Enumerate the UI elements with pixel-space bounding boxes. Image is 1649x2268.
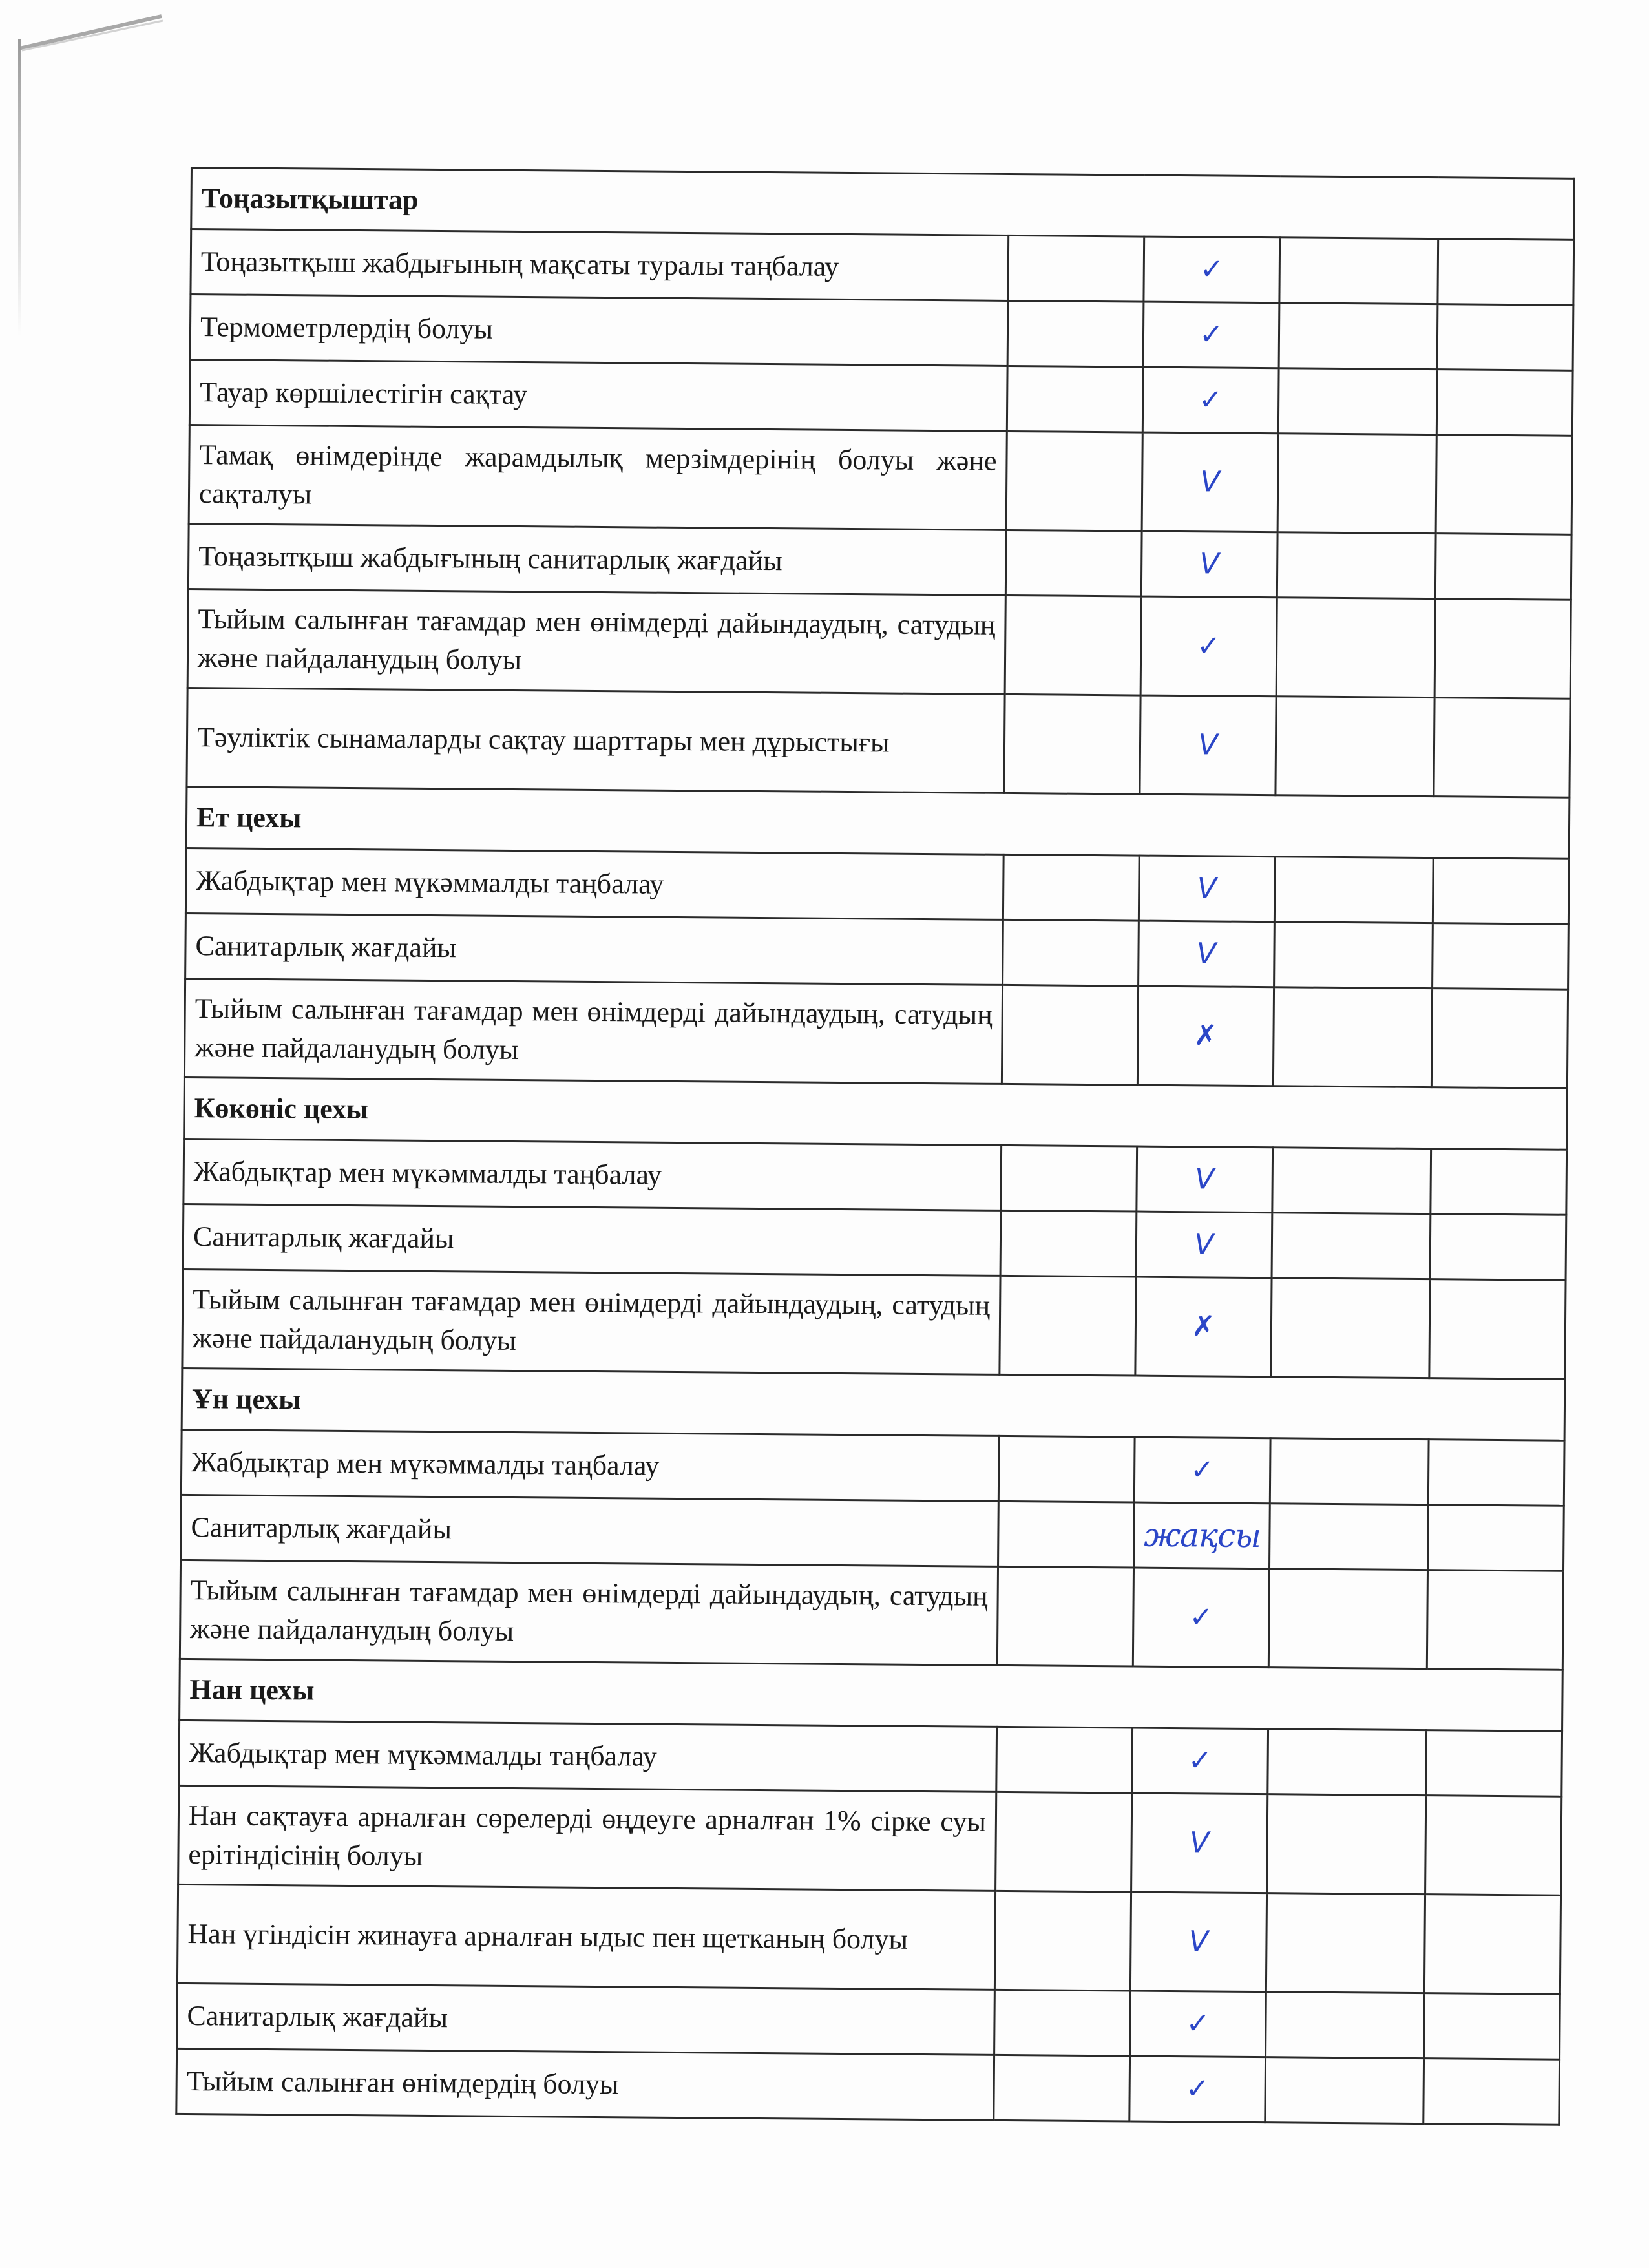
empty-cell <box>1271 1278 1430 1378</box>
handwritten-mark: V <box>1141 531 1277 598</box>
empty-cell <box>1427 1570 1563 1670</box>
table-row <box>189 425 1572 534</box>
scan-edge-mark <box>13 13 168 52</box>
section-title: Көкөніс цехы <box>184 1077 1568 1150</box>
empty-cell <box>998 1501 1135 1568</box>
scan-left-edge <box>18 39 21 336</box>
empty-cell <box>1000 1276 1136 1376</box>
empty-cell <box>1438 239 1574 306</box>
item-label: Тамақ өнімдерінде жарамдылық мерзімдерінің болуы және сақталуы <box>189 425 1007 530</box>
section-title: Ет цехы <box>186 786 1570 859</box>
section-title: Нан цехы <box>180 1659 1563 1731</box>
table-row <box>191 229 1574 306</box>
empty-cell <box>1276 697 1434 797</box>
empty-cell <box>1008 235 1144 302</box>
empty-cell <box>1276 598 1435 698</box>
table-row <box>176 2048 1560 2125</box>
empty-cell <box>1274 857 1433 923</box>
handwritten-mark: ✓ <box>1143 302 1279 368</box>
table-row <box>184 978 1568 1088</box>
table-row <box>181 1495 1564 1571</box>
empty-cell <box>1428 1505 1564 1571</box>
empty-cell <box>1436 435 1572 535</box>
table-row <box>177 1983 1560 2059</box>
item-label: Нан сақтауға арналған сөрелерді өңдеуге арналған 1% сірке суы ерітіндісінің болуы <box>178 1785 996 1891</box>
handwritten-mark: V <box>1140 695 1276 795</box>
empty-cell <box>998 1436 1135 1502</box>
handwritten-mark: V <box>1131 1793 1268 1893</box>
section-title: Тоңазытқыштар <box>191 168 1575 240</box>
handwritten-mark: V <box>1136 1212 1272 1278</box>
empty-cell <box>1001 1145 1137 1212</box>
section-header-row <box>191 168 1575 240</box>
empty-cell <box>1270 1504 1429 1570</box>
handwritten-mark: ✓ <box>1130 1991 1266 2057</box>
table-row <box>183 1204 1566 1280</box>
handwritten-mark: V <box>1142 432 1278 532</box>
empty-cell <box>996 1792 1132 1892</box>
item-label: Санитарлық жағдайы <box>181 1495 999 1566</box>
empty-cell <box>994 1891 1131 1991</box>
table-row <box>179 1720 1562 1796</box>
empty-cell <box>996 1727 1133 1793</box>
table-row <box>185 848 1569 924</box>
empty-cell <box>1267 1794 1426 1895</box>
section-header-row <box>180 1659 1563 1731</box>
empty-cell <box>1268 1569 1427 1669</box>
empty-cell <box>1004 694 1140 794</box>
section-title: Ұн цехы <box>182 1368 1565 1440</box>
empty-cell <box>1268 1729 1427 1796</box>
empty-cell <box>1003 854 1139 921</box>
empty-cell <box>1431 1149 1567 1215</box>
section-header-row <box>186 786 1570 859</box>
empty-cell <box>997 1566 1133 1666</box>
empty-cell <box>1278 368 1437 435</box>
table-row <box>187 589 1571 698</box>
empty-cell <box>1433 923 1569 990</box>
handwritten-mark: V <box>1137 1146 1273 1213</box>
empty-cell <box>1270 1438 1429 1505</box>
table-row <box>185 913 1569 989</box>
empty-cell <box>1272 1148 1431 1214</box>
item-label: Тыйым салынған тағамдар мен өнімдерді дайындаудың, сатудың және пайдаланудың болуы <box>180 1560 998 1665</box>
table-row <box>187 688 1570 797</box>
handwritten-mark: ✓ <box>1142 367 1279 434</box>
handwritten-mark: ✗ <box>1137 986 1274 1086</box>
empty-cell <box>1274 922 1433 989</box>
item-label: Нан үгіндісін жинауға арналған ыдыс пен щетканың болуы <box>177 1884 995 1990</box>
table-row <box>189 360 1573 436</box>
handwritten-mark: ✓ <box>1134 1437 1270 1504</box>
empty-cell <box>1265 2057 1424 2124</box>
empty-cell <box>1434 698 1570 798</box>
empty-cell <box>994 2055 1130 2121</box>
handwritten-mark: ✓ <box>1132 1728 1268 1794</box>
handwritten-mark: V <box>1139 856 1275 922</box>
item-label: Санитарлық жағдайы <box>177 1983 995 2055</box>
empty-cell <box>1428 1440 1564 1506</box>
empty-cell <box>1003 919 1139 986</box>
table-row <box>190 295 1573 371</box>
item-label: Тоңазытқыш жабдығының санитарлық жағдайы <box>188 523 1006 595</box>
item-label: Жабдықтар мен мүкәммалды таңбалау <box>184 1139 1002 1210</box>
section-header-row <box>184 1077 1568 1150</box>
table-row <box>177 1884 1560 1994</box>
empty-cell <box>1005 595 1141 695</box>
handwritten-mark: V <box>1130 1892 1266 1992</box>
item-label: Термометрлердің болуы <box>190 295 1008 366</box>
item-label: Тыйым салынған тағамдар мен өнімдерді дайындаудың, сатудың және пайдаланудың болуы <box>182 1269 1000 1374</box>
empty-cell <box>1273 987 1432 1087</box>
empty-cell <box>1005 530 1142 596</box>
document-page <box>175 167 1573 2126</box>
handwritten-mark: ✓ <box>1140 596 1277 697</box>
item-label: Тыйым салынған тағамдар мен өнімдерді дайындаудың, сатудың және пайдаланудың болуы <box>184 978 1002 1084</box>
empty-cell <box>1277 434 1436 534</box>
item-label: Тыйым салынған тағамдар мен өнімдерді дайындаудың, сатудың және пайдаланудың болуы <box>187 589 1005 694</box>
handwritten-mark: ✓ <box>1129 2056 1266 2123</box>
item-label: Санитарлық жағдайы <box>185 913 1003 985</box>
empty-cell <box>1434 599 1571 699</box>
empty-cell <box>1433 858 1569 925</box>
item-label: Тауар көршілестігін сақтау <box>189 360 1007 432</box>
empty-cell <box>1430 1214 1566 1281</box>
empty-cell <box>1002 985 1138 1085</box>
inspection-checklist-table <box>175 167 1575 2126</box>
table-row <box>188 523 1571 600</box>
empty-cell <box>1272 1213 1431 1279</box>
handwritten-mark: V <box>1139 921 1275 987</box>
item-label: Тыйым салынған өнімдердің болуы <box>176 2048 994 2120</box>
empty-cell <box>1426 1730 1562 1797</box>
table-row <box>182 1269 1566 1379</box>
empty-cell <box>1429 1279 1566 1380</box>
handwritten-mark: ✗ <box>1135 1277 1272 1377</box>
empty-cell <box>994 1990 1131 2056</box>
item-label: Санитарлық жағдайы <box>183 1204 1001 1276</box>
empty-cell <box>1279 238 1438 304</box>
empty-cell <box>1435 534 1571 600</box>
empty-cell <box>1000 1210 1137 1277</box>
empty-cell <box>1266 1992 1425 2059</box>
empty-cell <box>1006 431 1142 531</box>
empty-cell <box>1423 2059 1560 2125</box>
empty-cell <box>1425 1796 1562 1896</box>
empty-cell <box>1436 370 1573 436</box>
empty-cell <box>1007 300 1144 367</box>
handwritten-mark: жақсы <box>1134 1502 1270 1569</box>
handwritten-mark: ✓ <box>1144 236 1280 303</box>
item-label: Жабдықтар мен мүкәммалды таңбалау <box>185 848 1003 919</box>
table-row <box>180 1560 1563 1670</box>
empty-cell <box>1437 304 1573 371</box>
section-header-row <box>182 1368 1565 1440</box>
item-label: Жабдықтар мен мүкәммалды таңбалау <box>179 1720 997 1792</box>
empty-cell <box>1424 1895 1560 1995</box>
empty-cell <box>1277 532 1436 599</box>
table-row <box>184 1139 1567 1215</box>
empty-cell <box>1266 1893 1425 1993</box>
item-label: Тәуліктік сынамаларды сақтау шарттары мен дұрыстығы <box>187 688 1005 793</box>
item-label: Жабдықтар мен мүкәммалды таңбалау <box>181 1429 999 1501</box>
item-label: Тоңазытқыш жабдығының мақсаты туралы таңбалау <box>191 229 1009 301</box>
empty-cell <box>1424 1993 1560 2060</box>
table-row <box>178 1785 1562 1895</box>
handwritten-mark: ✓ <box>1133 1568 1269 1668</box>
empty-cell <box>1007 366 1143 432</box>
empty-cell <box>1279 303 1438 370</box>
empty-cell <box>1431 989 1568 1089</box>
table-row <box>181 1429 1564 1506</box>
